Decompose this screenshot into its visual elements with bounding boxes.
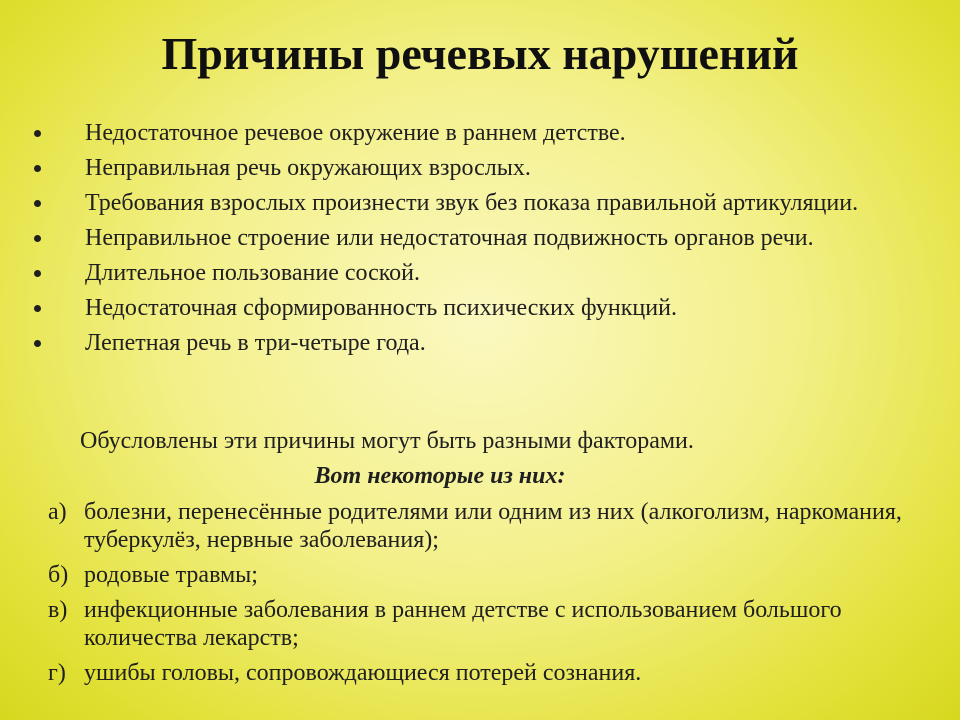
list-item-text: Длительное пользование соской.	[85, 260, 421, 286]
bullet-icon	[34, 165, 41, 172]
factor-marker: б)	[48, 562, 69, 588]
factor-item	[48, 659, 938, 687]
list-item	[30, 154, 930, 182]
bullet-icon	[34, 235, 41, 242]
factor-text: родовые травмы;	[84, 562, 258, 588]
slide-title: Причины речевых нарушений	[161, 28, 799, 79]
list-item-text: Недостаточная сформированность психических функций.	[85, 295, 677, 321]
list-item	[30, 224, 930, 252]
subheading: Вот некоторые из них:	[314, 463, 566, 489]
bullet-icon	[34, 130, 41, 137]
factor-text: ушибы головы, сопровождающиеся потерей сознания.	[84, 660, 642, 686]
bullet-icon	[34, 305, 41, 312]
factor-marker: а)	[48, 499, 67, 525]
factor-item	[48, 596, 938, 652]
bullet-icon	[34, 200, 41, 207]
bullet-icon	[34, 340, 41, 347]
list-item	[30, 259, 930, 287]
factor-text: инфекционные заболевания в раннем детстве с использованием большого количества лекарств;	[84, 597, 842, 651]
factor-item	[48, 561, 938, 589]
factor-text: болезни, перенесённые родителями или одним из них (алкоголизм, наркомания, туберкулёз, нервные заболевания);	[84, 499, 902, 553]
list-item	[30, 294, 930, 322]
list-item	[30, 119, 930, 147]
causes-list	[30, 119, 930, 364]
list-item-text: Неправильное строение или недостаточная подвижность органов речи.	[85, 225, 814, 251]
list-item	[30, 189, 930, 217]
factor-marker: г)	[48, 660, 66, 686]
factors-list	[48, 498, 938, 694]
list-item-text: Лепетная речь в три-четыре года.	[85, 330, 426, 356]
list-item-text: Требования взрослых произнести звук без показа правильной артикуляции.	[85, 190, 859, 216]
factor-marker: в)	[48, 597, 68, 623]
intro-text: Обусловлены эти причины могут быть разными факторами.	[80, 428, 694, 454]
bullet-icon	[34, 270, 41, 277]
list-item-text: Недостаточное речевое окружение в раннем детстве.	[85, 120, 626, 146]
list-item	[30, 329, 930, 357]
list-item-text: Неправильная речь окружающих взрослых.	[85, 155, 531, 181]
factor-item	[48, 498, 938, 554]
